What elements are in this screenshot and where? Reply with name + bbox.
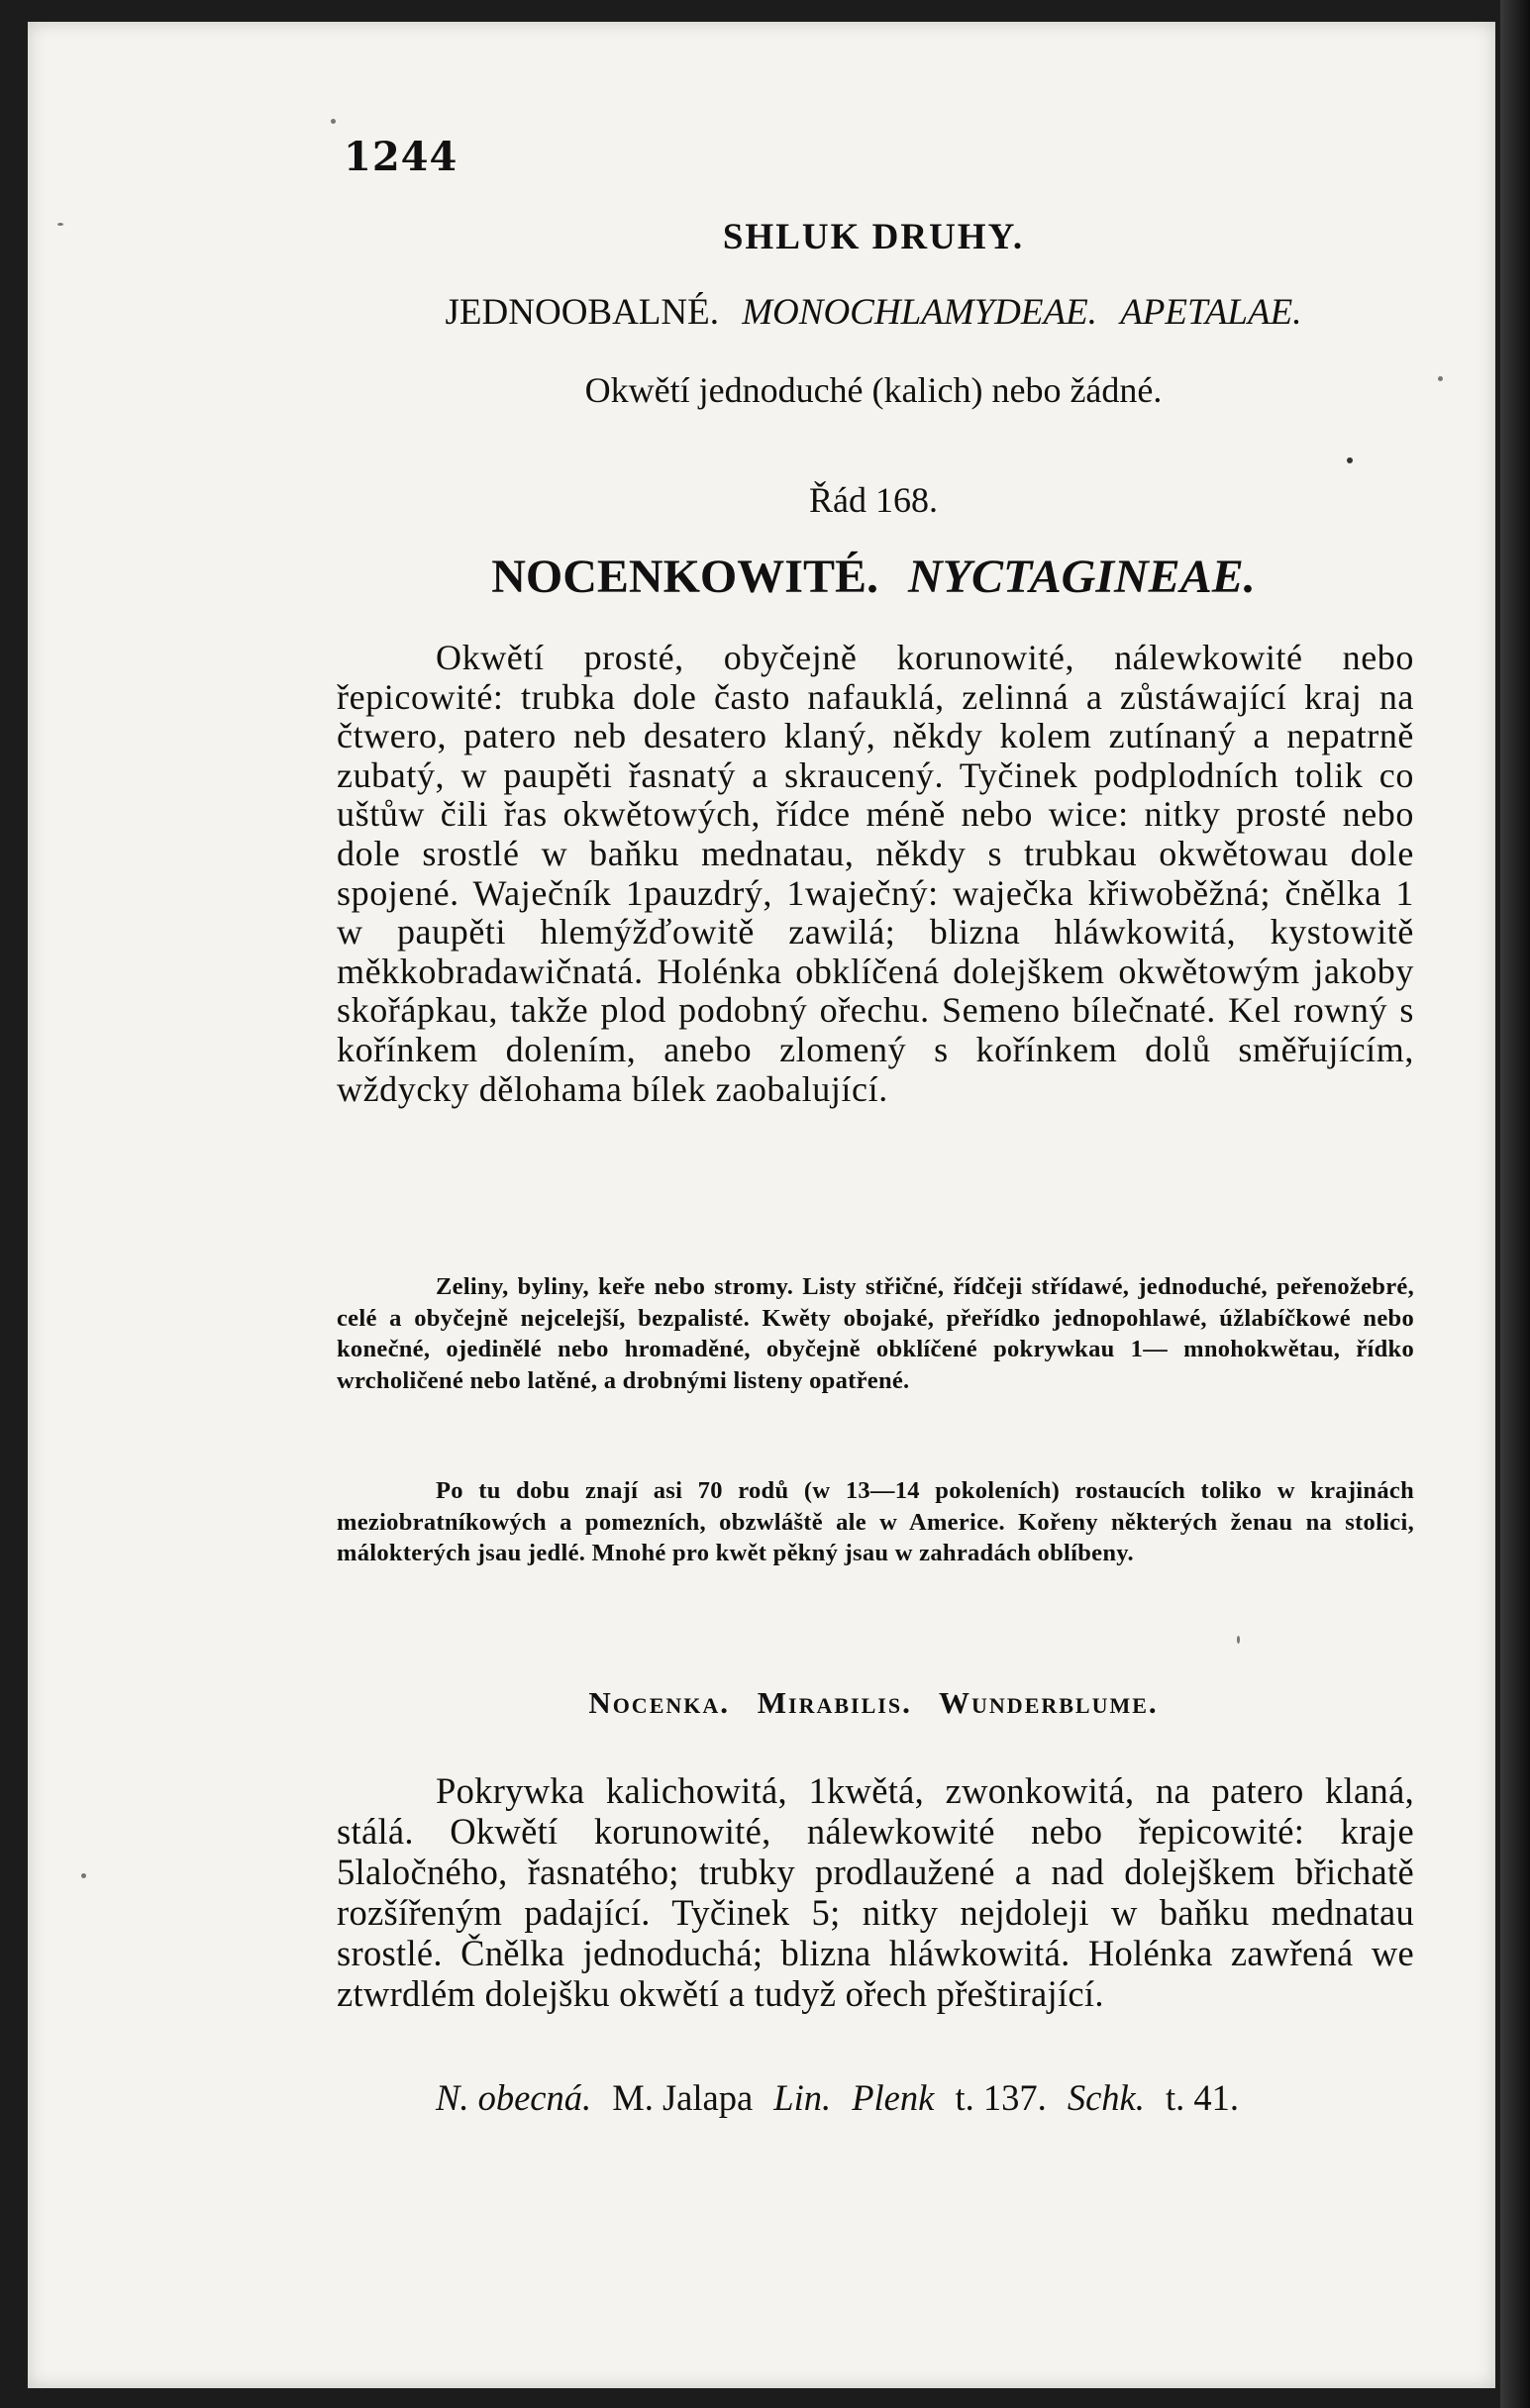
- class-heading: [335, 291, 1412, 334]
- genus-name-czech: Nocenka.: [588, 1685, 731, 1720]
- reference-author-2: Schk.: [1067, 2077, 1145, 2118]
- class-latin-secondary: APETALAE.: [1120, 292, 1302, 333]
- perianth-note: Okwětí jednoduché (kalich) nebo žádné.: [584, 370, 1163, 410]
- family-title: [335, 550, 1412, 604]
- family-name-czech: NOCENKOWITÉ.: [491, 551, 878, 603]
- scan-speck: [81, 1873, 86, 1878]
- class-latin-primary: MONOCHLAMYDEAE.: [742, 292, 1097, 333]
- species-common-name: N. obecná.: [436, 2077, 592, 2118]
- reference-table-1: t. 137.: [955, 2077, 1047, 2118]
- scan-speck: [1237, 1636, 1240, 1644]
- genus-heading: [335, 1685, 1412, 1721]
- genus-name-german: Wunderblume.: [939, 1685, 1159, 1720]
- section-title: SHLUK DRUHY.: [722, 217, 1025, 257]
- family-description: Okwětí prosté, obyčejně korunowité, nálewkowité nebo řepicowité: trubka dole často nafauklá, zelinná a zůstáwající kraj na čtwero, patero neb desatero klaný, někdy kolem zutínaný a nepatrně zubatý, w paupěti řasnatý a skraucený. Tyčinek podplodních tolik co uštůw čili řas okwětowých, řídce méně nebo wice: nitky prosté nebo dole srostlé w baňku mednatau, někdy s trubkau okwětowau dole spojené. Waječník 1pauzdrý, 1waječný: waječka křiwoběžná; čnělka 1 w paupěti hlemýžďowitě zawilá; blizna hláwkowitá, kystowitě měkkobradawičnatá. Holénka obklíčená dolejškem okwětowým jakoby skořápkau, takže plod podobný ořechu. Semeno bílečnaté. Kel rowný s kořínkem dolením, anebo zlomený s kořínkem dolů směřujícím, wždycky dělohama bílek zaobalující.: [337, 638, 1414, 1109]
- order-label: Řád 168.: [809, 480, 938, 520]
- species-entry: [436, 2076, 1416, 2119]
- scan-speck: [1438, 376, 1443, 381]
- family-name-latin: NYCTAGINEAE.: [907, 551, 1256, 603]
- family-habit-notes: Zeliny, byliny, keře nebo stromy. Listy střičné, řídčeji střídawé, jednoduché, peřenožebré, celé a obyčejně nejcelejší, bezpalisté. Kwěty obojaké, přeřídko jednopohlawé, úžlabíčkowé nebo konečné, ojedinělé nebo hromaděné, obyčejně obklíčené pokrywkau 1— mnohokwětau, řídko wrcholičené nebo latěné, a drobnými listeny opatřené.: [337, 1273, 1414, 1394]
- scan-speck: [57, 223, 63, 226]
- page-edge-shadow: [1500, 0, 1530, 2408]
- genus-name-latin: Mirabilis.: [757, 1685, 912, 1720]
- family-distribution-notes: Po tu dobu znají asi 70 rodů (w 13—14 pokoleních) rostaucích toliko w krajinách meziobratníkowých a pomezních, obzwláště ale w Americe. Kořeny některých ženau na stolici, málokterých jsau jedlé. Mnohé pro kwět pěkný jsau w zahradách oblíbeny.: [337, 1477, 1414, 1566]
- species-author: Lin.: [773, 2077, 832, 2118]
- reference-author-1: Plenk: [852, 2077, 935, 2118]
- species-binomial: M. Jalapa: [612, 2077, 754, 2118]
- reference-table-2: t. 41.: [1166, 2077, 1240, 2118]
- scan-speck: [1347, 457, 1353, 463]
- scan-speck: [331, 119, 336, 124]
- class-czech: JEDNOOBALNÉ.: [445, 292, 719, 333]
- genus-description: Pokrywka kalichowitá, 1kwětá, zwonkowitá, na patero klaná, stálá. Okwětí korunowité, nálewkowité nebo řepicowité: kraje 5laločného, řasnatého; trubky prodlaužené a nad dolejškem břichatě rozšířeným padající. Tyčinek 5; nitky nejdoleji w baňku mednatau srostlé. Čnělka jednoduchá; blizna hláwkowitá. Holénka zawřená we ztwrdlém dolejšku okwětí a tudyž ořech přeštirající.: [337, 1770, 1414, 2014]
- page-number: 1244: [344, 134, 459, 180]
